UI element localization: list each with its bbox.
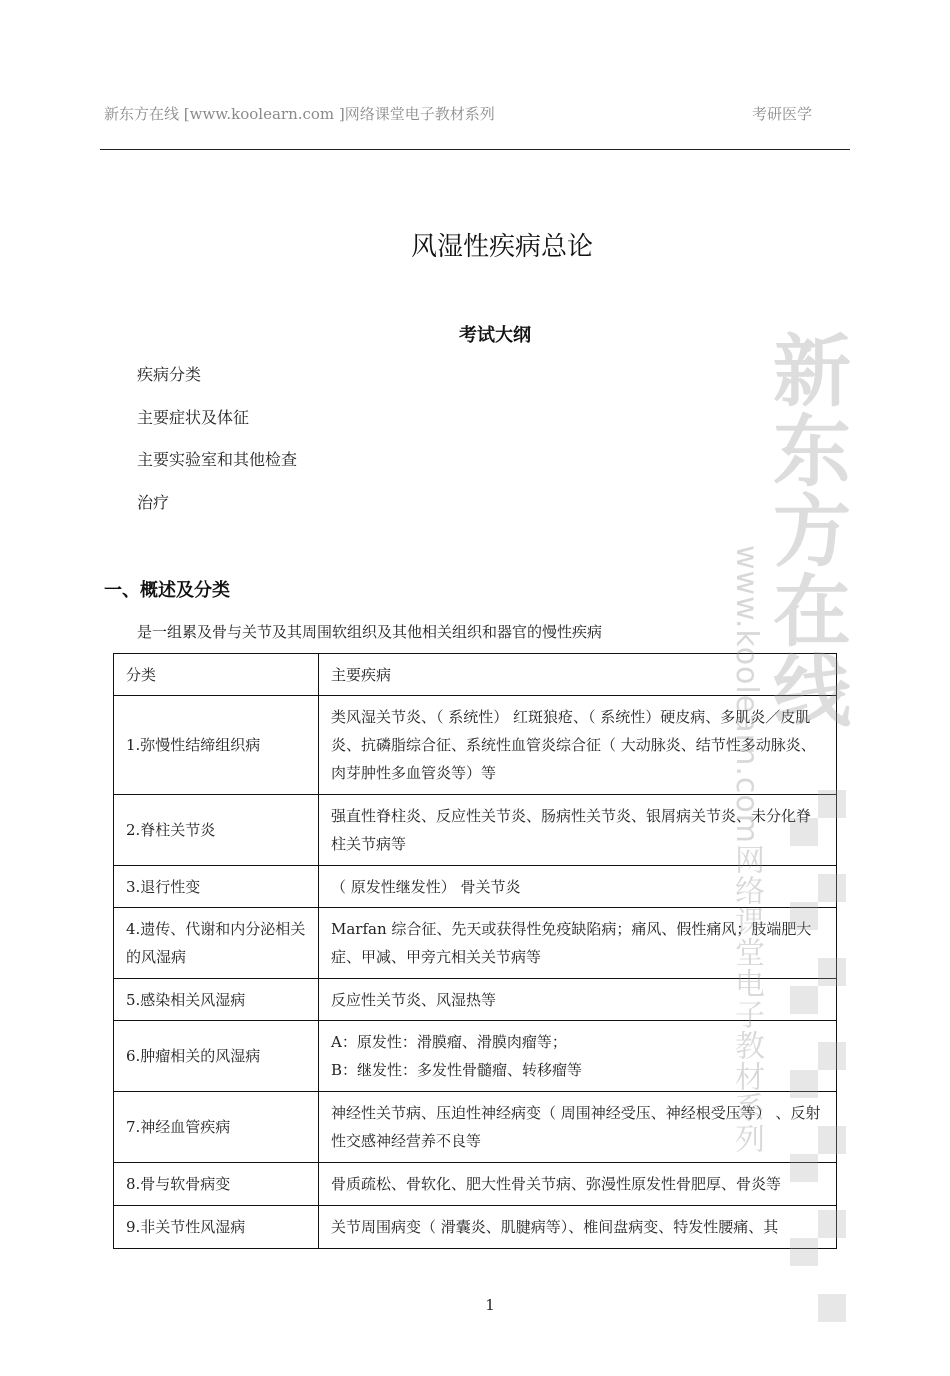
diseases-cell: 骨质疏松、骨软化、肥大性骨关节病、弥漫性原发性骨肥厚、骨炎等 [319, 1163, 837, 1206]
header-divider [100, 149, 850, 150]
table-header-cell: 主要疾病 [319, 654, 837, 696]
category-cell: 4.遗传、代谢和内分泌相关的风湿病 [114, 908, 319, 979]
diseases-line: B：继发性：多发性骨髓瘤、转移瘤等 [331, 1061, 583, 1079]
diseases-cell: 神经性关节病、压迫性神经病变（ 周围神经受压、神经根受压等） 、反射性交感神经营养不良等 [319, 1092, 837, 1163]
outline-item: 主要实验室和其他检查 [137, 450, 298, 469]
outline-heading: 考试大纲 [459, 325, 531, 346]
diseases-line: A：原发性：滑膜瘤、滑膜肉瘤等； [331, 1033, 567, 1051]
category-cell: 8.骨与软骨病变 [114, 1163, 319, 1206]
watermark-url-series [724, 545, 768, 1154]
diseases-cell: Marfan 综合征、先天或获得性免疫缺陷病；痛风、假性痛风；肢端肥大症、甲减、甲旁亢相关关节病等 [319, 908, 837, 979]
watermark-url: www.koolearn.com [729, 545, 764, 845]
section-heading: 一、概述及分类 [104, 580, 230, 601]
outline-item: 主要症状及体征 [137, 407, 250, 427]
page-header [104, 103, 812, 125]
diseases-cell: 关节周围病变（ 滑囊炎、肌腱病等）、椎间盘病变、特发性腰痛、其 [319, 1206, 837, 1249]
page-title: 风湿性疾病总论 [410, 232, 593, 262]
table-header-cell: 分类 [114, 654, 319, 696]
watermark-checker-pattern [790, 790, 846, 1330]
table-row [114, 1206, 837, 1249]
header-left-text: 新东方在线 [www.koolearn.com ]网络课堂电子教材系列 [104, 105, 495, 123]
page-number: 1 [485, 1296, 495, 1314]
header-right-text: 考研医学 [751, 105, 812, 123]
category-cell: 9.非关节性风湿病 [114, 1206, 319, 1249]
diseases-cell: 类风湿关节炎、（ 系统性） 红斑狼疮、（ 系统性）硬皮病、多肌炎／皮肌炎、抗磷脂综合征、系统性血管炎综合征（ 大动脉炎、结节性多动脉炎、肉芽肿性多血管炎等）等 [319, 696, 837, 795]
section-intro: 是一组累及骨与关节及其周围软组织及其他相关组织和器官的慢性疾病 [137, 623, 603, 641]
outline-item: 治疗 [137, 492, 170, 512]
table-row [114, 1163, 837, 1206]
outline-list [137, 362, 297, 532]
category-cell: 2.脊柱关节炎 [114, 795, 319, 866]
diseases-cell: （ 原发性继发性） 骨关节炎 [319, 866, 837, 908]
category-cell: 7.神经血管疾病 [114, 1092, 319, 1163]
category-cell: 5.感染相关风湿病 [114, 979, 319, 1021]
diseases-cell: 强直性脊柱炎、反应性关节炎、肠病性关节炎、银屑病关节炎、未分化脊柱关节病等 [319, 795, 837, 866]
outline-item: 疾病分类 [137, 365, 202, 384]
category-cell: 3.退行性变 [114, 866, 319, 908]
category-cell: 1.弥慢性结缔组织病 [114, 696, 319, 795]
category-cell: 6.肿瘤相关的风湿病 [114, 1021, 319, 1092]
watermark-series: 网络课堂电子教材系列 [729, 844, 764, 1155]
diseases-cell: 反应性关节炎、风湿热等 [319, 979, 837, 1021]
watermark-brand: 新东方在线 [760, 330, 851, 730]
